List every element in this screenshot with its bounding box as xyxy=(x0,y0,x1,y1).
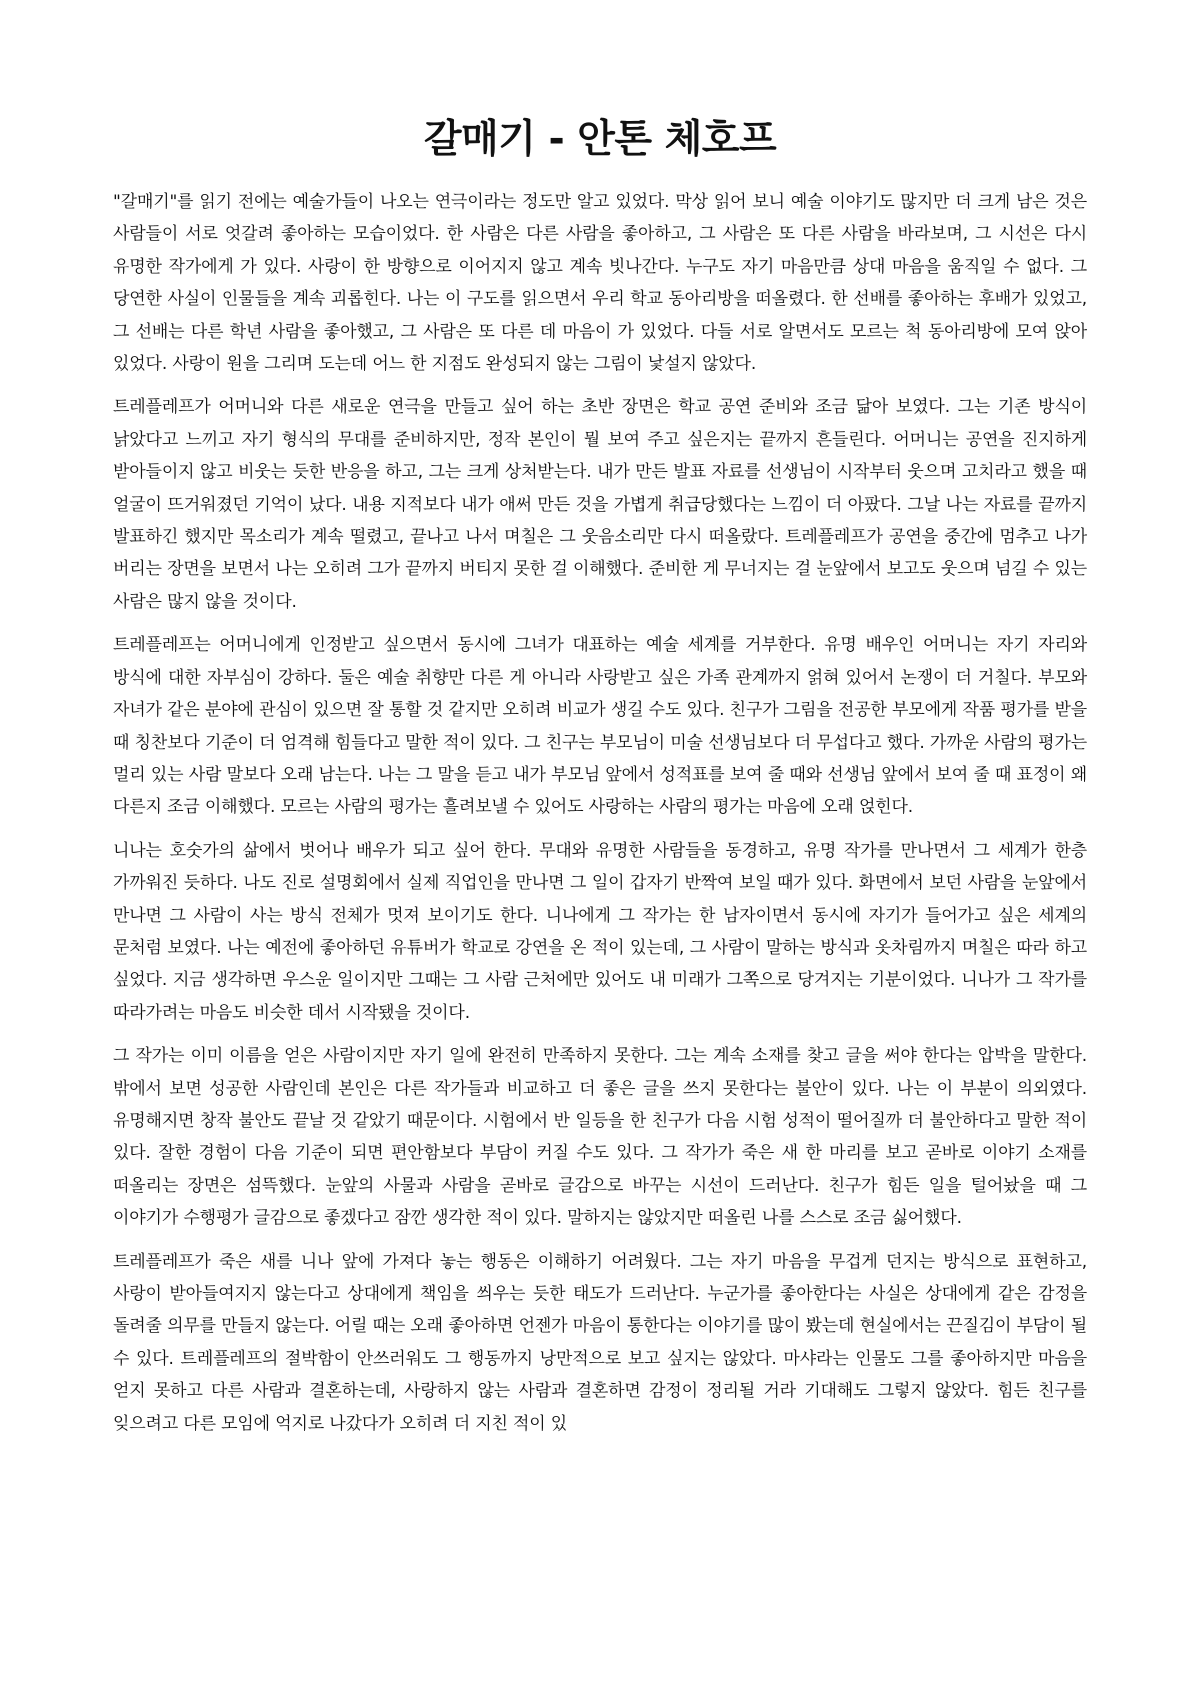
document-page xyxy=(113,112,1087,1451)
paragraph-1: "갈매기"를 읽기 전에는 예술가들이 나오는 연극이라는 정도만 알고 있었다. 막상 읽어 보니 예술 이야기도 많지만 더 크게 남은 것은 사람들이 서로 엇갈려 좋아하는 모습이었다. 한 사람은 다른 사람을 좋아하고, 그 사람은 또 다른 사람을 바라보며, 그 시선은 다시 유명한 작가에게 가 있다. 사랑이 한 방향으로 이어지지 않고 계속 빗나간다. 누구도 자기 마음만큼 상대 마음을 움직일 수 없다. 그 당연한 사실이 인물들을 계속 괴롭힌다. 나는 이 구도를 읽으면서 우리 학교 동아리방을 떠올렸다. 한 선배를 좋아하는 후배가 있었고, 그 선배는 다른 학년 사람을 좋아했고, 그 사람은 또 다른 데 마음이 가 있었다. 다들 서로 알면서도 모르는 척 동아리방에 모여 앉아 있었다. 사랑이 원을 그리며 도는데 어느 한 지점도 완성되지 않는 그림이 낯설지 않았다. xyxy=(113,192,1087,375)
paragraph-3: 트레플레프는 어머니에게 인정받고 싶으면서 동시에 그녀가 대표하는 예술 세계를 거부한다. 유명 배우인 어머니는 자기 자리와 방식에 대한 자부심이 강하다. 둘은 예술 취향만 다른 게 아니라 사랑받고 싶은 가족 관계까지 얽혀 있어서 논쟁이 더 거칠다. 부모와 자녀가 같은 분야에 관심이 있으면 잘 통할 것 같지만 오히려 비교가 생길 수도 있다. 친구가 그림을 전공한 부모에게 작품 평가를 받을 때 칭찬보다 기준이 더 엄격해 힘들다고 말한 적이 있다. 그 친구는 부모님이 미술 선생님보다 더 무섭다고 했다. 가까운 사람의 평가는 멀리 있는 사람 말보다 오래 남는다. 나는 그 말을 듣고 내가 부모님 앞에서 성적표를 보여 줄 때와 선생님 앞에서 보여 줄 때 표정이 왜 다른지 조금 이해했다. 모르는 사람의 평가는 흘려보낼 수 있어도 사랑하는 사람의 평가는 마음에 오래 얹힌다. xyxy=(113,635,1087,818)
paragraph-6: 트레플레프가 죽은 새를 니나 앞에 가져다 놓는 행동은 이해하기 어려웠다. 그는 자기 마음을 무겁게 던지는 방식으로 표현하고, 사랑이 받아들여지지 않는다고 상대에게 책임을 씌우는 듯한 태도가 드러난다. 누군가를 좋아한다는 사실은 상대에게 같은 감정을 돌려줄 의무를 만들지 않는다. 어릴 때는 오래 좋아하면 언젠가 마음이 통한다는 이야기를 많이 봤는데 현실에서는 끈질김이 부담이 될 수 있다. 트레플레프의 절박함이 안쓰러워도 그 행동까지 낭만적으로 보고 싶지는 않았다. 마샤라는 인물도 그를 좋아하지만 마음을 얻지 못하고 다른 사람과 결혼하는데, 사랑하지 않는 사람과 결혼하면 감정이 정리될 거라 기대해도 그렇지 않았다. 힘든 친구를 잊으려고 다른 모임에 억지로 나갔다가 오히려 더 지친 적이 있 xyxy=(113,1251,1087,1434)
paragraph-4: 니나는 호숫가의 삶에서 벗어나 배우가 되고 싶어 한다. 무대와 유명한 사람들을 동경하고, 유명 작가를 만나면서 그 세계가 한층 가까워진 듯하다. 나도 진로 설명회에서 실제 직업인을 만나면 그 일이 갑자기 반짝여 보일 때가 있다. 화면에서 보던 사람을 눈앞에서 만나면 그 사람이 사는 방식 전체가 멋져 보이기도 한다. 니나에게 그 작가는 한 남자이면서 동시에 자기가 들어가고 싶은 세계의 문처럼 보였다. 나는 예전에 좋아하던 유튜버가 학교로 강연을 온 적이 있는데, 그 사람이 말하는 방식과 옷차림까지 며칠은 따라 하고 싶었다. 지금 생각하면 우스운 일이지만 그때는 그 사람 근처에만 있어도 내 미래가 그쪽으로 당겨지는 기분이었다. 니나가 그 작가를 따라가려는 마음도 비슷한 데서 시작됐을 것이다. xyxy=(113,840,1087,1023)
paragraph-5: 그 작가는 이미 이름을 얻은 사람이지만 자기 일에 완전히 만족하지 못한다. 그는 계속 소재를 찾고 글을 써야 한다는 압박을 말한다. 밖에서 보면 성공한 사람인데 본인은 다른 작가들과 비교하고 더 좋은 글을 쓰지 못한다는 불안이 있다. 나는 이 부분이 의외였다. 유명해지면 창작 불안도 끝날 것 같았기 때문이다. 시험에서 반 일등을 한 친구가 다음 시험 성적이 떨어질까 더 불안하다고 말한 적이 있다. 잘한 경험이 다음 기준이 되면 편안함보다 부담이 커질 수도 있다. 그 작가가 죽은 새 한 마리를 보고 곧바로 이야기 소재를 떠올리는 장면은 섬뜩했다. 눈앞의 사물과 사람을 곧바로 글감으로 바꾸는 시선이 드러난다. 친구가 힘든 일을 털어놨을 때 그 이야기가 수행평가 글감으로 좋겠다고 잠깐 생각한 적이 있다. 말하지는 않았지만 떠올린 나를 스스로 조금 싫어했다. xyxy=(113,1046,1087,1229)
paragraph-2: 트레플레프가 어머니와 다른 새로운 연극을 만들고 싶어 하는 초반 장면은 학교 공연 준비와 조금 닮아 보였다. 그는 기존 방식이 낡았다고 느끼고 자기 형식의 무대를 준비하지만, 정작 본인이 뭘 보여 주고 싶은지는 끝까지 흔들린다. 어머니는 공연을 진지하게 받아들이지 않고 비웃는 듯한 반응을 하고, 그는 크게 상처받는다. 내가 만든 발표 자료를 선생님이 시작부터 웃으며 고치라고 했을 때 얼굴이 뜨거워졌던 기억이 났다. 내용 지적보다 내가 애써 만든 것을 가볍게 취급당했다는 느낌이 더 아팠다. 그날 나는 자료를 끝까지 발표하긴 했지만 목소리가 계속 떨렸고, 끝나고 나서 며칠은 그 웃음소리만 다시 떠올랐다. 트레플레프가 공연을 중간에 멈추고 나가 버리는 장면을 보면서 나는 오히려 그가 끝까지 버티지 못한 걸 이해했다. 준비한 게 무너지는 걸 눈앞에서 보고도 웃으며 넘길 수 있는 사람은 많지 않을 것이다. xyxy=(113,397,1087,612)
document-title: 갈매기 - 안톤 체호프 xyxy=(423,117,777,162)
